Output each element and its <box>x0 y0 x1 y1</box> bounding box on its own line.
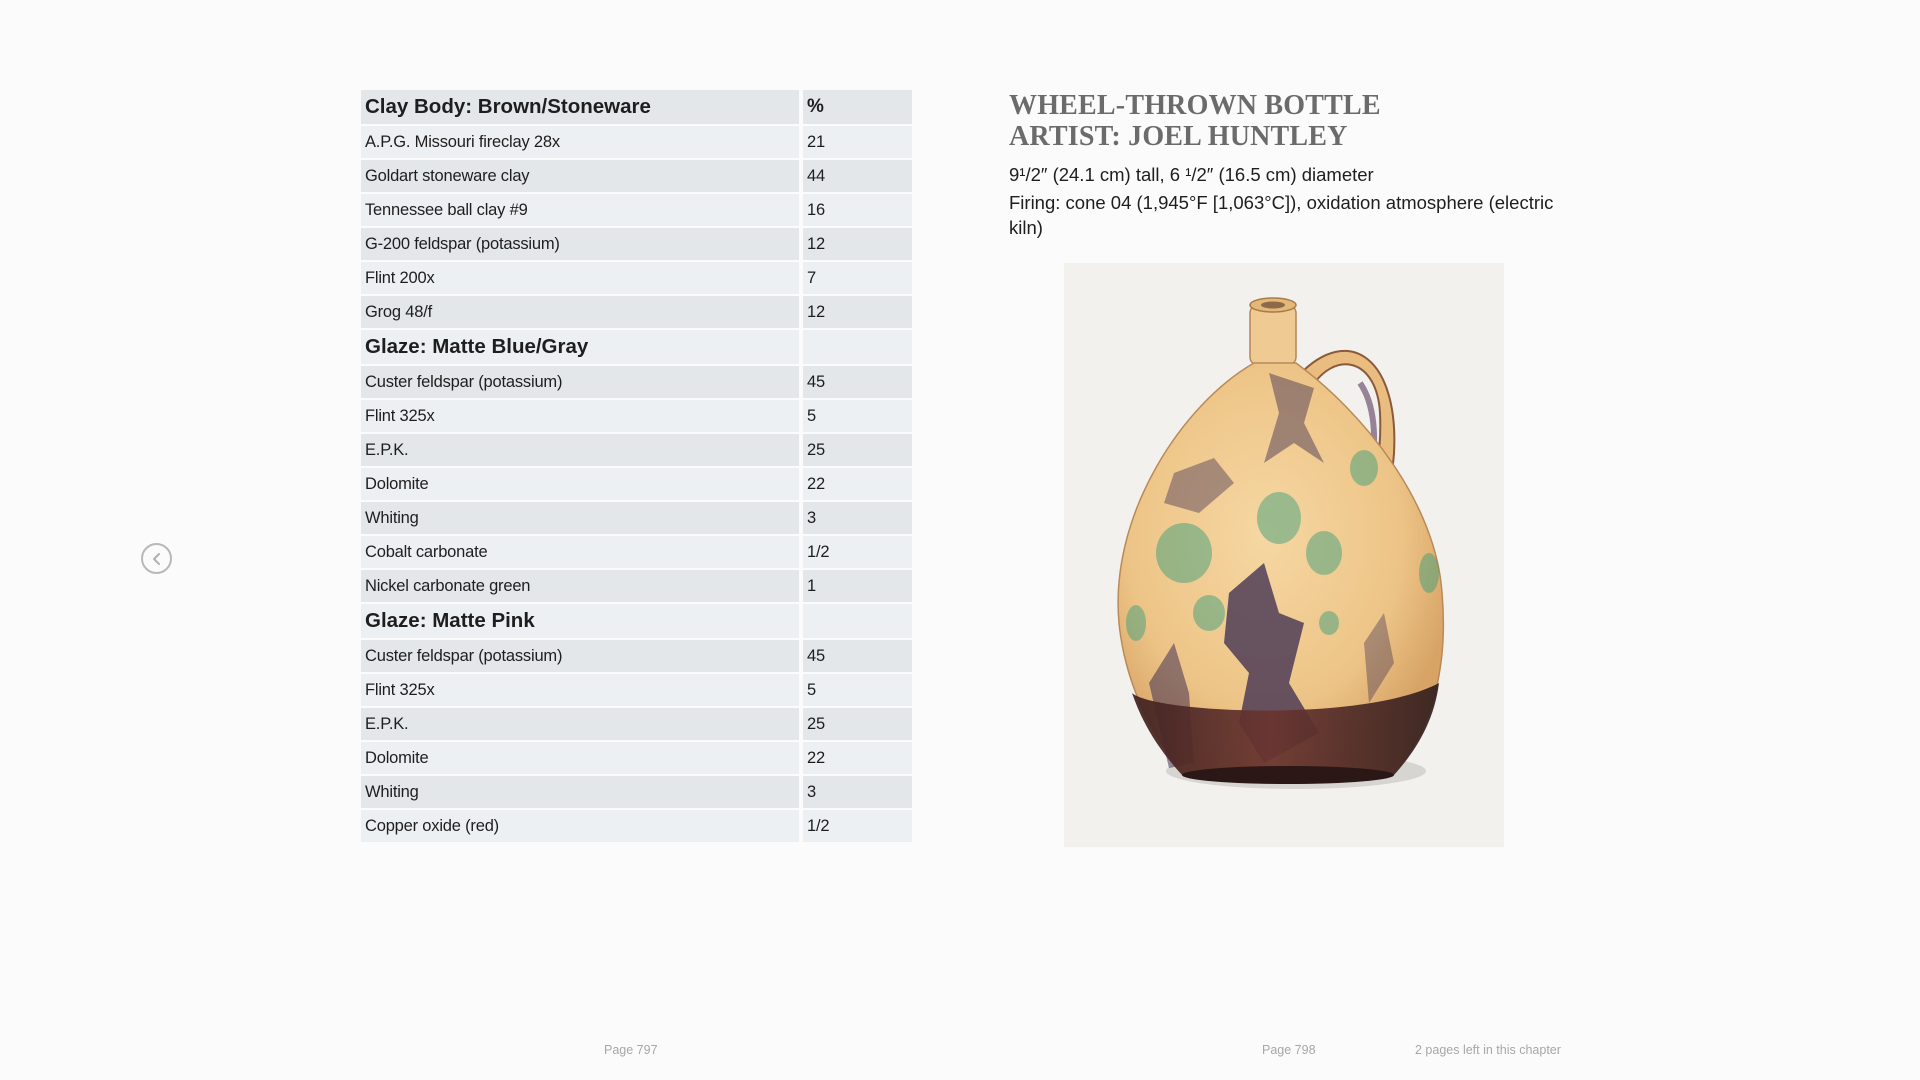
artist-line: ARTIST: JOEL HUNTLEY <box>1009 121 1348 152</box>
ingredient-name: Dolomite <box>361 742 799 774</box>
ingredient-name: Tennessee ball clay #9 <box>361 194 799 226</box>
ingredient-percent: 1 <box>799 570 912 602</box>
section-title: Glaze: Matte Blue/Gray <box>361 330 799 364</box>
ingredient-name: Nickel carbonate green <box>361 570 799 602</box>
ingredient-percent: 22 <box>799 742 912 774</box>
ingredient-percent: 12 <box>799 228 912 260</box>
table-row <box>361 570 912 602</box>
table-row <box>361 468 912 500</box>
table-row <box>361 296 912 328</box>
ingredient-name: Goldart stoneware clay <box>361 160 799 192</box>
previous-page-button[interactable] <box>141 543 172 574</box>
ingredient-name: G-200 feldspar (potassium) <box>361 228 799 260</box>
recipe-table <box>361 88 912 844</box>
ingredient-percent: 1/2 <box>799 536 912 568</box>
artwork-title <box>1009 90 1569 152</box>
table-section-row <box>361 330 912 364</box>
table-row <box>361 810 912 842</box>
chevron-left-icon <box>150 552 164 566</box>
table-section-row <box>361 604 912 638</box>
ingredient-percent: 1/2 <box>799 810 912 842</box>
table-row <box>361 708 912 740</box>
ingredient-percent: 16 <box>799 194 912 226</box>
ingredient-percent: 5 <box>799 400 912 432</box>
ingredient-name: Flint 325x <box>361 674 799 706</box>
table-row <box>361 160 912 192</box>
artwork-title-line: WHEEL-THROWN BOTTLE <box>1009 90 1381 121</box>
right-page-number: Page 798 <box>1262 1043 1316 1057</box>
percent-header: % <box>799 90 912 124</box>
table-row <box>361 400 912 432</box>
ingredient-name: Cobalt carbonate <box>361 536 799 568</box>
ingredient-name: Flint 325x <box>361 400 799 432</box>
table-row <box>361 640 912 672</box>
bottle-photo <box>1064 263 1504 847</box>
section-title: Clay Body: Brown/Stoneware <box>361 90 799 124</box>
ingredient-name: E.P.K. <box>361 708 799 740</box>
table-row <box>361 674 912 706</box>
ingredient-name: Custer feldspar (potassium) <box>361 640 799 672</box>
table-header-row <box>361 90 912 124</box>
ingredient-percent: 7 <box>799 262 912 294</box>
left-page-number: Page 797 <box>604 1043 658 1057</box>
table-row <box>361 366 912 398</box>
table-row <box>361 502 912 534</box>
ingredient-percent: 21 <box>799 126 912 158</box>
table-row <box>361 742 912 774</box>
section-value <box>799 330 912 364</box>
ingredient-name: Dolomite <box>361 468 799 500</box>
ingredient-percent: 3 <box>799 502 912 534</box>
ingredient-percent: 45 <box>799 640 912 672</box>
artwork-firing: Firing: cone 04 (1,945°F [1,063°C]), oxidation atmosphere (electric kiln) <box>1009 192 1554 238</box>
table-row <box>361 776 912 808</box>
ingredient-name: Copper oxide (red) <box>361 810 799 842</box>
chapter-pages-left: 2 pages left in this chapter <box>1415 1043 1561 1057</box>
ingredient-name: Whiting <box>361 502 799 534</box>
artwork-dimensions: 9¹/2″ (24.1 cm) tall, 6 ¹/2″ (16.5 cm) diameter <box>1009 164 1374 185</box>
table-row <box>361 536 912 568</box>
table-row <box>361 194 912 226</box>
ingredient-percent: 25 <box>799 708 912 740</box>
table-row <box>361 126 912 158</box>
ingredient-percent: 25 <box>799 434 912 466</box>
table-row <box>361 262 912 294</box>
section-title: Glaze: Matte Pink <box>361 604 799 638</box>
artwork-info <box>1009 90 1569 240</box>
ingredient-percent: 22 <box>799 468 912 500</box>
table-row <box>361 434 912 466</box>
ingredient-name: Grog 48/f <box>361 296 799 328</box>
bottle-illustration <box>1064 263 1504 847</box>
ingredient-name: Custer feldspar (potassium) <box>361 366 799 398</box>
ingredient-name: A.P.G. Missouri fireclay 28x <box>361 126 799 158</box>
ingredient-percent: 12 <box>799 296 912 328</box>
ingredient-percent: 3 <box>799 776 912 808</box>
ingredient-percent: 45 <box>799 366 912 398</box>
ingredient-name: Flint 200x <box>361 262 799 294</box>
ingredient-name: E.P.K. <box>361 434 799 466</box>
ingredient-percent: 5 <box>799 674 912 706</box>
ingredient-percent: 44 <box>799 160 912 192</box>
section-value <box>799 604 912 638</box>
ingredient-name: Whiting <box>361 776 799 808</box>
table-row <box>361 228 912 260</box>
